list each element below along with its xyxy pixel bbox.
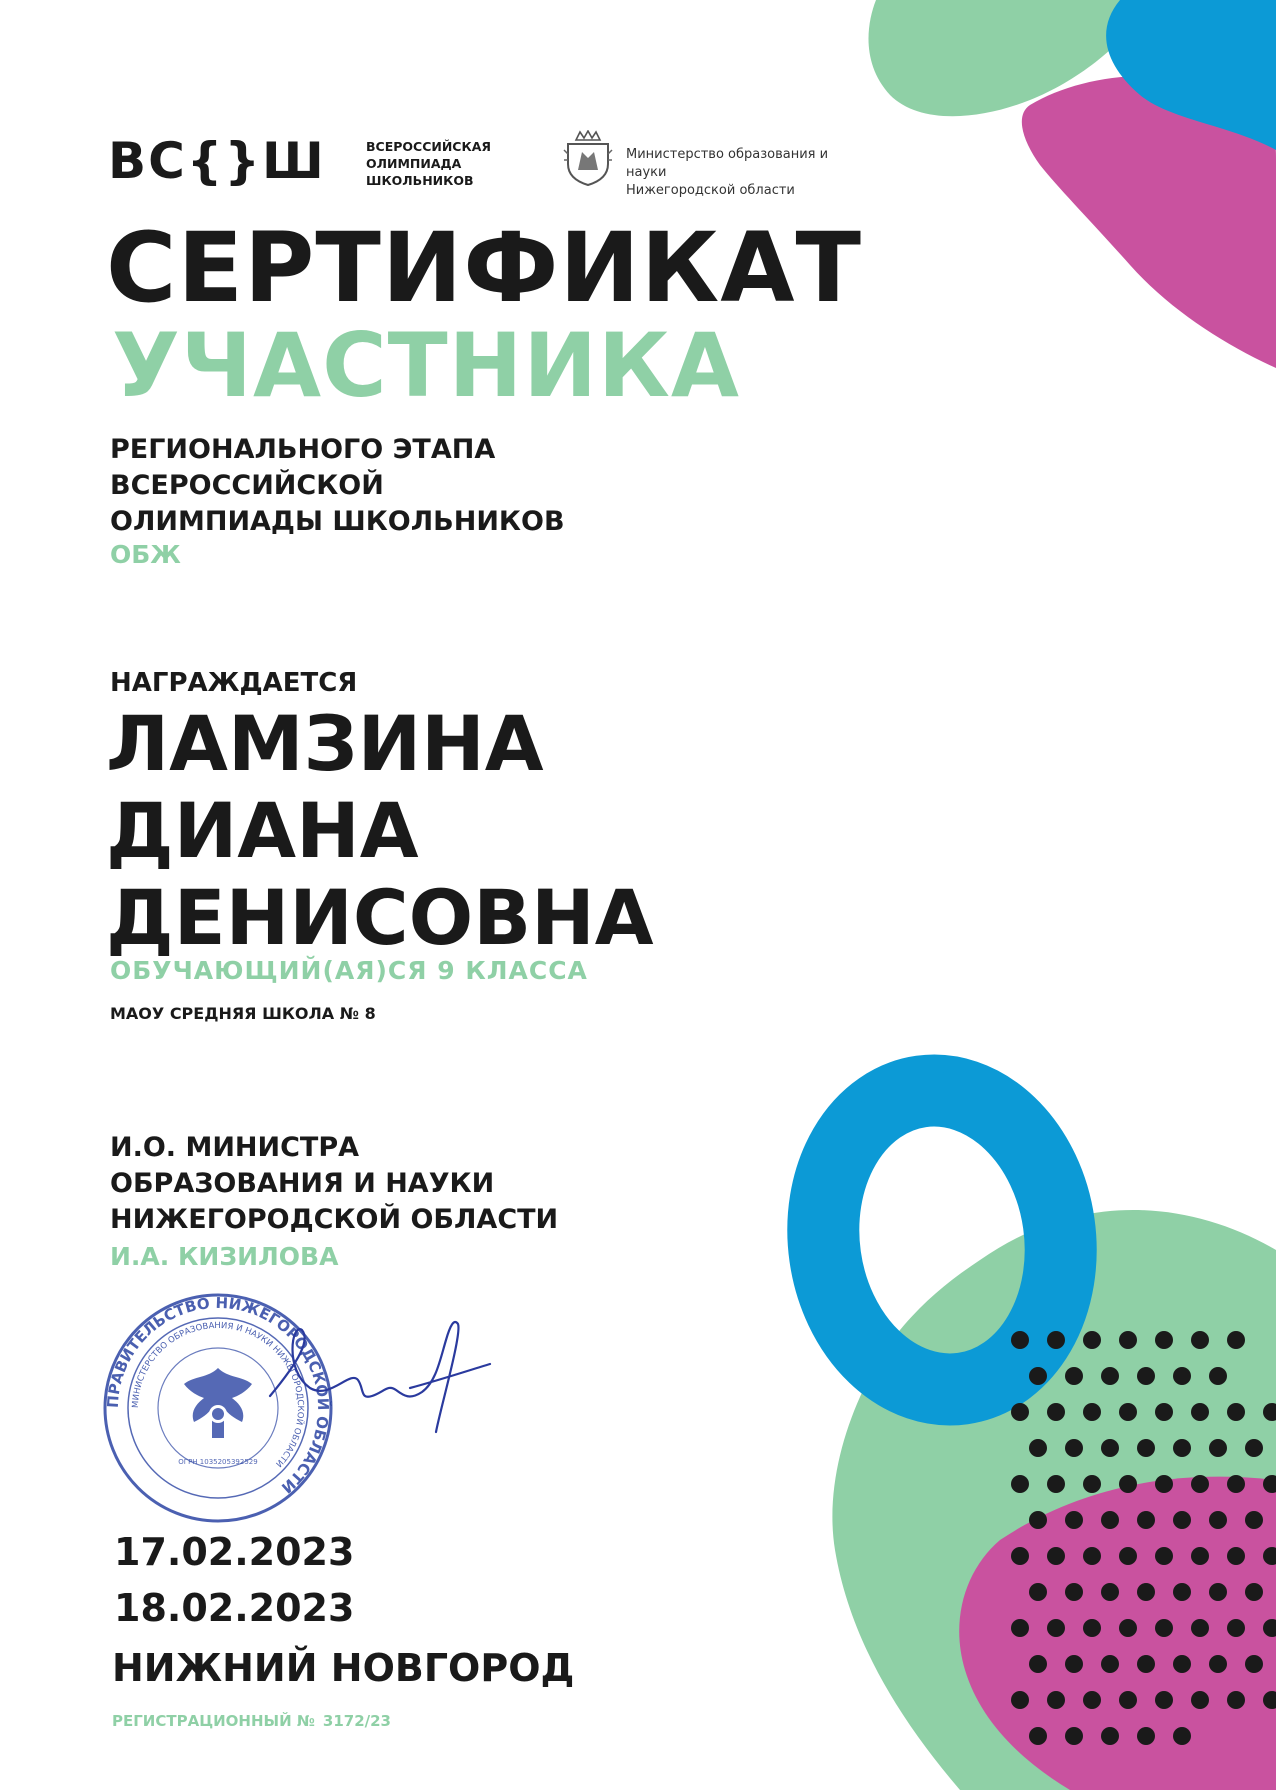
halftone-dot: [1227, 1475, 1245, 1493]
recipient-grade: ОБУЧАЮЩИЙ(АЯ)СЯ 9 КЛАССА: [110, 956, 588, 985]
halftone-dot: [1119, 1691, 1137, 1709]
signatory-title-line: И.О. МИНИСТРА: [110, 1132, 360, 1163]
stage-line: ОЛИМПИАДЫ ШКОЛЬНИКОВ: [110, 506, 565, 537]
coat-of-arms-icon: [562, 130, 614, 186]
halftone-dot: [1209, 1583, 1227, 1601]
recipient-patronymic: ДЕНИСОВНА: [106, 873, 654, 962]
event-date-1: 17.02.2023: [114, 1530, 355, 1574]
halftone-dot: [1083, 1619, 1101, 1637]
halftone-dot: [1065, 1727, 1083, 1745]
logo-subtitle-line: ОЛИМПИАДА: [366, 156, 462, 171]
halftone-dot: [1101, 1583, 1119, 1601]
event-date-2: 18.02.2023: [114, 1586, 355, 1630]
halftone-dot: [1173, 1727, 1191, 1745]
halftone-dot: [1227, 1691, 1245, 1709]
halftone-dot: [1137, 1511, 1155, 1529]
halftone-dot: [1137, 1439, 1155, 1457]
halftone-dot: [1065, 1655, 1083, 1673]
halftone-dot: [1137, 1727, 1155, 1745]
blue-dot-right: [927, 1070, 983, 1126]
halftone-dot: [1119, 1547, 1137, 1565]
halftone-dot: [1191, 1547, 1209, 1565]
halftone-dot: [1173, 1367, 1191, 1385]
registration-value: 3172/23: [322, 1712, 391, 1730]
logo-subtitle-line: ШКОЛЬНИКОВ: [366, 173, 474, 188]
stage-line: ВСЕРОССИЙСКОЙ: [110, 470, 384, 501]
halftone-dot: [1083, 1475, 1101, 1493]
signatory-title: [110, 1130, 810, 1238]
stamp-inner-text: МИНИСТЕРСТВО ОБРАЗОВАНИЯ И НАУКИ НИЖЕГОРОДСКОЙ ОБЛАСТИ: [130, 1320, 306, 1469]
awarded-label: НАГРАЖДАЕТСЯ: [110, 668, 358, 698]
halftone-dot: [1191, 1691, 1209, 1709]
halftone-dot: [1011, 1331, 1029, 1349]
halftone-dot: [1011, 1547, 1029, 1565]
event-city: НИЖНИЙ НОВГОРОД: [112, 1646, 575, 1690]
olympiad-logo: ВС{}Ш: [108, 132, 326, 190]
halftone-dot: [1047, 1403, 1065, 1421]
halftone-dot: [1065, 1511, 1083, 1529]
halftone-dot: [1101, 1367, 1119, 1385]
halftone-dot: [1227, 1403, 1245, 1421]
olympiad-subject: ОБЖ: [110, 540, 181, 569]
halftone-dot: [1101, 1727, 1119, 1745]
halftone-dot: [1227, 1331, 1245, 1349]
registration-number: [112, 1712, 391, 1730]
halftone-dot: [1101, 1655, 1119, 1673]
olympiad-stage: [110, 432, 810, 540]
halftone-dot: [1155, 1691, 1173, 1709]
blue-dot-left: [825, 1100, 881, 1156]
halftone-dot: [1011, 1403, 1029, 1421]
halftone-dot: [1029, 1583, 1047, 1601]
halftone-dot: [1209, 1367, 1227, 1385]
halftone-dot: [1083, 1547, 1101, 1565]
halftone-dot: [1191, 1475, 1209, 1493]
halftone-dot: [1047, 1691, 1065, 1709]
halftone-dot: [1011, 1619, 1029, 1637]
halftone-dot: [1119, 1331, 1137, 1349]
logo-subtitle-line: ВСЕРОССИЙСКАЯ: [366, 139, 491, 154]
handwritten-signature: [240, 1300, 500, 1450]
halftone-dot: [1245, 1439, 1263, 1457]
halftone-dot: [1047, 1331, 1065, 1349]
halftone-dot: [1029, 1439, 1047, 1457]
halftone-dot: [1227, 1547, 1245, 1565]
halftone-dot: [1245, 1511, 1263, 1529]
halftone-dot: [1173, 1583, 1191, 1601]
halftone-dot: [1065, 1439, 1083, 1457]
recipient-surname: ЛАМЗИНА: [106, 699, 544, 788]
recipient-first-name: ДИАНА: [106, 786, 419, 875]
halftone-dot: [1137, 1367, 1155, 1385]
ministry-name: [626, 146, 866, 200]
olympiad-logo-subtitle: [366, 138, 536, 189]
registration-label: РЕГИСТРАЦИОННЫЙ №: [112, 1712, 315, 1730]
stage-line: РЕГИОНАЛЬНОГО ЭТАПА: [110, 434, 496, 465]
halftone-dot: [1209, 1439, 1227, 1457]
halftone-dot: [1245, 1583, 1263, 1601]
halftone-dot: [1083, 1691, 1101, 1709]
halftone-dot: [1209, 1511, 1227, 1529]
halftone-dot: [1065, 1367, 1083, 1385]
certificate-subtitle: УЧАСТНИКА: [112, 314, 741, 417]
halftone-dot: [1137, 1583, 1155, 1601]
signatory-title-line: НИЖЕГОРОДСКОЙ ОБЛАСТИ: [110, 1204, 559, 1235]
halftone-dot: [1119, 1475, 1137, 1493]
halftone-dot: [1101, 1439, 1119, 1457]
halftone-dot: [1101, 1511, 1119, 1529]
halftone-dot: [1191, 1403, 1209, 1421]
halftone-dot: [1245, 1655, 1263, 1673]
halftone-dot: [1029, 1367, 1047, 1385]
signatory-title-line: ОБРАЗОВАНИЯ И НАУКИ: [110, 1168, 495, 1199]
halftone-dot: [1155, 1331, 1173, 1349]
halftone-dot: [1047, 1547, 1065, 1565]
halftone-dot: [1155, 1547, 1173, 1565]
halftone-dot: [1173, 1511, 1191, 1529]
recipient-name: [106, 700, 906, 961]
ministry-line: Министерство образования и науки: [626, 147, 829, 180]
halftone-dot: [1155, 1403, 1173, 1421]
halftone-dot: [1047, 1619, 1065, 1637]
halftone-dot: [1119, 1403, 1137, 1421]
certificate-title: СЕРТИФИКАТ: [106, 212, 863, 324]
stamp-ogrn: ОГРН 1035205392529: [178, 1458, 258, 1466]
halftone-dot: [1155, 1475, 1173, 1493]
halftone-dot: [1137, 1655, 1155, 1673]
halftone-dot: [1155, 1619, 1173, 1637]
halftone-dot: [1083, 1331, 1101, 1349]
halftone-dot: [1029, 1511, 1047, 1529]
halftone-dot: [1011, 1691, 1029, 1709]
stamp-outer-text: ПРАВИТЕЛЬСТВО НИЖЕГОРОДСКОЙ ОБЛАСТИ: [103, 1293, 333, 1497]
halftone-dot: [1011, 1475, 1029, 1493]
halftone-dot: [1173, 1655, 1191, 1673]
halftone-dot: [1227, 1619, 1245, 1637]
halftone-dot: [1029, 1655, 1047, 1673]
halftone-dot: [1119, 1619, 1137, 1637]
halftone-dot: [1191, 1619, 1209, 1637]
halftone-dot: [1083, 1403, 1101, 1421]
halftone-dot: [1065, 1583, 1083, 1601]
recipient-school: МАОУ СРЕДНЯЯ ШКОЛА № 8: [110, 1004, 376, 1023]
ministry-line: Нижегородской области: [626, 183, 795, 198]
signatory-name: И.А. КИЗИЛОВА: [110, 1242, 339, 1271]
halftone-dot: [1191, 1331, 1209, 1349]
halftone-dot: [1047, 1475, 1065, 1493]
halftone-dot: [1209, 1655, 1227, 1673]
halftone-dot: [1173, 1439, 1191, 1457]
halftone-dot: [1029, 1727, 1047, 1745]
